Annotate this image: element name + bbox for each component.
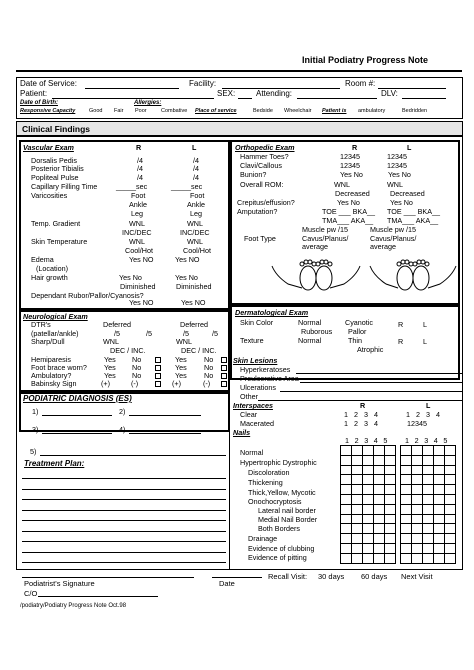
patient-label: Patient: — [20, 89, 48, 98]
sharp-dull-label: Sharp/Dull — [31, 337, 65, 346]
file-path: /podiatry/Podiatry Progress Note Oct.98 — [20, 603, 127, 609]
amb-l-yes[interactable]: Yes — [175, 371, 187, 380]
ortho-row-l[interactable]: 12345 — [387, 152, 407, 161]
babinsky-r-checkbox[interactable] — [155, 381, 161, 387]
neuro-exam-title: Neurological Exam — [23, 312, 88, 321]
pos-bedside[interactable]: Bedside — [253, 108, 273, 114]
nail-item: Hypertrophic Dystrophic — [240, 458, 317, 467]
derm-r-1[interactable]: R — [398, 320, 404, 329]
next-visit[interactable]: Next Visit — [401, 572, 433, 581]
treatment-plan-line[interactable] — [22, 489, 226, 490]
babinsky-label: Babinsky Sign — [31, 379, 77, 388]
treatment-plan-line[interactable] — [22, 478, 226, 479]
treatment-plan-title: Treatment Plan: — [24, 459, 85, 468]
amb-r-no[interactable]: No — [132, 371, 142, 380]
nail-item: Drainage — [248, 534, 278, 543]
amb-l-checkbox[interactable] — [221, 373, 227, 379]
ortho-row-l[interactable]: TMA___ AKA__ — [387, 216, 439, 225]
ortho-row-l[interactable]: TOE ___ BKA__ — [387, 207, 441, 216]
skin-color-label: Skin Color — [240, 318, 274, 327]
co-line[interactable] — [38, 596, 158, 597]
recall-visit-label: Recall Visit: — [268, 572, 308, 581]
hemi-l-yes[interactable]: Yes — [175, 355, 187, 364]
skin-color-normal[interactable]: Normal — [298, 318, 322, 327]
ortho-row-r[interactable]: 12345 — [340, 161, 360, 170]
ortho-r-header: R — [352, 143, 358, 152]
brace-l-checkbox[interactable] — [221, 365, 227, 371]
ortho-row-label: Overall ROM: — [240, 180, 284, 189]
diagnosis-item: 5) — [30, 447, 37, 456]
responsive-capacity-label: Responsive Capacity — [20, 108, 76, 114]
nail-item: Thick,Yellow, Mycotic — [248, 488, 316, 497]
vascular-row-l[interactable]: /4 — [193, 156, 199, 165]
facility-label: Facility: — [189, 79, 217, 88]
brace-l-no[interactable]: No — [204, 363, 214, 372]
vascular-row-l[interactable]: WNL — [187, 237, 203, 246]
vascular-row-l[interactable]: /4 — [193, 164, 199, 173]
vascular-row-l[interactable]: Ankle — [187, 200, 205, 209]
sex-label: SEX: — [217, 89, 236, 98]
foot-diagram-left-icon — [368, 256, 458, 296]
hemi-l-checkbox[interactable] — [221, 357, 227, 363]
hemi-r-checkbox[interactable] — [155, 357, 161, 363]
interspaces-macerated-l[interactable]: 12345 — [407, 419, 427, 428]
patellar-l1[interactable]: /5 — [183, 329, 189, 338]
hair-diminished-l[interactable]: Diminished — [176, 282, 212, 291]
nail-item: Lateral nail border — [258, 506, 316, 515]
interspaces-title: Interspaces — [233, 401, 273, 410]
page-title: Initial Podiatry Progress Note — [302, 55, 429, 65]
ortho-row-r[interactable]: Yes No — [337, 198, 360, 207]
treatment-plan-line[interactable] — [22, 510, 226, 511]
patellar-r2[interactable]: /5 — [146, 329, 152, 338]
ambulatory-label: Ambulatory? — [31, 371, 72, 380]
ortho-row-label: Amputation? — [237, 207, 278, 216]
dependant-r[interactable]: Yes NO — [129, 298, 154, 307]
nail-item: Thickening — [248, 478, 283, 487]
pos-wheelchair[interactable]: Wheelchair — [284, 108, 312, 114]
title-rule — [16, 70, 462, 72]
ortho-row-label: Hammer Toes? — [240, 152, 289, 161]
brace-r-yes[interactable]: Yes — [104, 363, 116, 372]
vascular-row-r[interactable]: /4 — [137, 173, 143, 182]
babinsky-r-plus[interactable]: (+) — [101, 379, 110, 388]
signature-line[interactable] — [22, 577, 194, 578]
ortho-row-label: Clavi/Callous — [240, 161, 282, 170]
ortho-row-r[interactable]: TMA___ AKA__ — [322, 216, 374, 225]
diagnosis-line[interactable] — [42, 433, 112, 434]
vascular-row-l[interactable]: Cool/Hot — [183, 246, 211, 255]
foot-diagram-right-icon — [270, 256, 362, 296]
lesion-item: Preulcerative Area — [240, 374, 299, 383]
nail-grid-left[interactable] — [400, 445, 456, 563]
vascular-row-label: Dorsalis Pedis — [31, 156, 77, 165]
hair-growth-l[interactable]: Yes No — [175, 273, 198, 282]
amb-l-no[interactable]: No — [204, 371, 214, 380]
diagnosis-item: 2) — [119, 407, 126, 416]
nail-item: Evidence of pitting — [248, 553, 307, 562]
header-box — [16, 77, 463, 119]
vascular-row-r[interactable]: Cool/Hot — [125, 246, 153, 255]
treatment-plan-line[interactable] — [22, 499, 226, 500]
rc-poor[interactable]: Poor — [135, 108, 147, 114]
date-of-service-label: Date of Service: — [20, 79, 77, 88]
hair-diminished-r[interactable]: Diminished — [120, 282, 156, 291]
ortho-row-r[interactable]: Yes No — [340, 170, 363, 179]
treatment-plan-line[interactable] — [22, 552, 226, 553]
diagnosis-item: 1) — [32, 407, 39, 416]
diagnosis-line[interactable] — [129, 433, 201, 434]
rc-good[interactable]: Good — [89, 108, 103, 114]
diagnosis-line[interactable] — [40, 455, 226, 456]
interspaces-clear-l[interactable]: 1 2 3 4 — [406, 410, 442, 419]
dependant-rubor-label: Dependant Rubor/Pallor/Cyanosis? — [31, 291, 144, 300]
vascular-row-r[interactable]: Foot — [131, 191, 146, 200]
sharp-dull-l[interactable]: WNL — [176, 337, 192, 346]
vascular-row-l[interactable]: INC/DEC — [180, 228, 210, 237]
lesion-line[interactable] — [296, 373, 462, 374]
amb-r-yes[interactable]: Yes — [104, 371, 116, 380]
hemiparesis-label: Hemiparesis — [31, 355, 71, 364]
muscle-power-l[interactable]: Muscle pw /15 — [370, 225, 416, 234]
allergies-label: Allergies: — [134, 100, 162, 106]
dlv-label: DLV: — [381, 89, 398, 98]
vascular-row-label: Varicosities — [31, 191, 68, 200]
treatment-plan-line[interactable] — [22, 531, 226, 532]
edema-l[interactable]: Yes NO — [175, 255, 200, 264]
texture-atrophic[interactable]: Atrophic — [357, 345, 384, 354]
diagnosis-line[interactable] — [129, 415, 201, 416]
nail-grid-cell[interactable] — [444, 553, 456, 564]
vascular-row-label: Capillary Filling Time — [31, 182, 98, 191]
interspaces-l-header: L — [426, 401, 431, 410]
texture-thin[interactable]: Thin — [348, 336, 362, 345]
diagnosis-line[interactable] — [42, 415, 112, 416]
rc-fair[interactable]: Fair — [114, 108, 124, 114]
pi-ambulatory[interactable]: ambulatory — [358, 108, 386, 114]
interspaces-clear-label: Clear — [240, 410, 258, 419]
dependant-l[interactable]: Yes NO — [181, 298, 206, 307]
ortho-row-l[interactable]: 12345 — [387, 161, 407, 170]
ortho-row-r[interactable]: Decreased — [335, 189, 370, 198]
interspaces-clear-r[interactable]: 1 2 3 4 — [344, 410, 380, 419]
amb-r-checkbox[interactable] — [155, 373, 161, 379]
diagnosis-title: PODIATRIC DIAGNOSIS (ES) — [23, 394, 132, 403]
ortho-row-r[interactable]: TOE ___ BKA__ — [322, 207, 376, 216]
ortho-row-l[interactable]: Decreased — [390, 189, 425, 198]
dtr-r[interactable]: Deferred — [103, 320, 131, 329]
vascular-row-r[interactable]: WNL — [129, 237, 145, 246]
foot-type-average-l[interactable]: average — [370, 242, 396, 251]
vascular-row-label: Popliteal Pulse — [31, 173, 79, 182]
diagnosis-item: 3) — [32, 425, 39, 434]
treatment-plan-line[interactable] — [22, 562, 226, 563]
ortho-row-l[interactable]: WNL — [387, 180, 403, 189]
attending-label: Attending: — [256, 89, 293, 98]
interspaces-macerated-label: Macerated — [240, 419, 274, 428]
diagnosis-item: 4) — [119, 425, 126, 434]
hemi-r-yes[interactable]: Yes — [104, 355, 116, 364]
babinsky-l-checkbox[interactable] — [221, 381, 227, 387]
foot-brace-label: Foot brace worn? — [31, 363, 87, 372]
recall-30-days[interactable]: 30 days — [318, 572, 345, 581]
vascular-row-l[interactable]: Foot — [190, 191, 205, 200]
vascular-row-r[interactable]: INC/DEC — [122, 228, 152, 237]
rc-combative[interactable]: Combative — [161, 108, 188, 114]
brace-r-checkbox[interactable] — [155, 365, 161, 371]
patient-is-label: Patient is — [322, 108, 347, 114]
nails-header-l: 1 2 3 4 5 — [405, 436, 450, 445]
interspaces-macerated-r[interactable]: 1 2 3 4 — [344, 419, 380, 428]
dtr-l[interactable]: Deferred — [180, 320, 208, 329]
muscle-power-r[interactable]: Muscle pw /15 — [302, 225, 348, 234]
vascular-row-label: Temp. Gradient — [31, 219, 81, 228]
treatment-plan-line[interactable] — [22, 520, 226, 521]
dtr-label: DTR's — [31, 320, 51, 329]
patellar-l2[interactable]: /5 — [212, 329, 218, 338]
nail-item: Evidence of clubbing — [248, 544, 315, 553]
patellar-r1[interactable]: /5 — [114, 329, 120, 338]
vascular-row-r[interactable]: /4 — [137, 156, 143, 165]
vascular-exam-title: Vascular Exam — [23, 143, 74, 152]
lesion-line[interactable] — [300, 382, 462, 383]
date-label: Date — [219, 579, 235, 588]
hair-growth-label: Hair growth — [31, 273, 68, 282]
signature-label: Podiatrist's Signature — [24, 579, 95, 588]
skin-color-ruborous[interactable]: Ruborous — [301, 327, 333, 336]
brace-l-yes[interactable]: Yes — [175, 363, 187, 372]
ortho-row-r[interactable]: WNL — [334, 180, 350, 189]
ortho-row-label: Bunion? — [240, 170, 267, 179]
foot-type-l[interactable]: Cavus/Planus/ — [370, 234, 417, 243]
foot-type-r[interactable]: Cavus/Planus/ — [302, 234, 349, 243]
edema-label: Edema — [31, 255, 54, 264]
room-label: Room #: — [345, 79, 376, 88]
nails-header-r: 1 2 3 4 5 — [345, 436, 390, 445]
vascular-row-label: Skin Temperature — [31, 237, 88, 246]
skin-color-cyanotic[interactable]: Cyanotic — [345, 318, 373, 327]
date-line[interactable] — [212, 577, 262, 578]
vascular-row-label: Posterior Tibialis — [31, 164, 84, 173]
babinsky-l-minus[interactable]: (-) — [203, 379, 211, 388]
babinsky-r-minus[interactable]: (-) — [131, 379, 139, 388]
vascular-r-header: R — [136, 143, 142, 152]
place-of-service-label: Place of service — [195, 108, 237, 114]
ortho-l-header: L — [407, 143, 412, 152]
nail-item: Both Borders — [258, 524, 300, 533]
texture-normal[interactable]: Normal — [298, 336, 322, 345]
vascular-row-l[interactable]: Leg — [190, 209, 202, 218]
vascular-row-l[interactable]: _____sec — [171, 182, 203, 191]
vascular-row-r[interactable]: _____sec — [116, 182, 148, 191]
pi-bedridden[interactable]: Bedridden — [402, 108, 428, 114]
nails-title: Nails — [233, 428, 251, 437]
derm-r-2[interactable]: R — [398, 337, 404, 346]
nail-item: Discoloration — [248, 468, 290, 477]
nail-item: Medial Nail Border — [258, 515, 318, 524]
vascular-row-r[interactable]: WNL — [129, 219, 145, 228]
interspaces-r-header: R — [360, 401, 366, 410]
nail-item: Onochocryptosis — [248, 497, 302, 506]
vascular-l-header: L — [192, 143, 197, 152]
nail-item: Normal — [240, 448, 264, 457]
clinical-findings-heading: Clinical Findings — [22, 124, 91, 134]
lesion-line[interactable] — [280, 391, 462, 392]
ortho-row-l[interactable]: Yes No — [390, 198, 413, 207]
patellar-label: (patellar/ankle) — [31, 329, 79, 338]
lesion-item: Ulcerations — [240, 383, 276, 392]
vascular-row-l[interactable]: WNL — [187, 219, 203, 228]
babinsky-l-plus[interactable]: (+) — [172, 379, 181, 388]
vascular-row-r[interactable]: Leg — [131, 209, 143, 218]
sharp-dull-dec-r[interactable]: DEC / INC. — [110, 346, 146, 355]
lesion-item: Other — [240, 392, 258, 401]
hemi-l-no[interactable]: No — [204, 355, 214, 364]
edema-r[interactable]: Yes NO — [129, 255, 154, 264]
nail-grid-right[interactable] — [340, 445, 396, 563]
co-label: C/O — [24, 589, 38, 598]
hemi-r-no[interactable]: No — [132, 355, 142, 364]
brace-r-no[interactable]: No — [132, 363, 142, 372]
lesion-item: Hyperkeratoses — [240, 365, 291, 374]
vascular-row-l[interactable]: /4 — [193, 173, 199, 182]
sharp-dull-r[interactable]: WNL — [103, 337, 119, 346]
skin-color-pallor[interactable]: Pallor — [348, 327, 367, 336]
foot-type-label: Foot Type — [244, 234, 276, 243]
ortho-row-l[interactable]: Yes No — [388, 170, 411, 179]
orthopedic-exam-title: Orthopedic Exam — [235, 143, 295, 152]
treatment-plan-line[interactable] — [22, 541, 226, 542]
vascular-row-r[interactable]: Ankle — [129, 200, 147, 209]
vascular-row-r[interactable]: /4 — [137, 164, 143, 173]
texture-label: Texture — [240, 336, 264, 345]
skin-lesions-title: Skin Lesions — [233, 356, 278, 365]
edema-location-label: (Location) — [36, 264, 68, 273]
recall-60-days[interactable]: 60 days — [361, 572, 388, 581]
sharp-dull-dec-l[interactable]: DEC / INC. — [181, 346, 217, 355]
derm-l-1[interactable]: L — [423, 320, 427, 329]
hair-growth-r[interactable]: Yes No — [119, 273, 142, 282]
derm-l-2[interactable]: L — [423, 337, 427, 346]
derm-exam-title: Dermatological Exam — [235, 308, 309, 317]
dob-label: Date of Birth: — [20, 100, 58, 106]
nail-grid-cell[interactable] — [384, 553, 396, 564]
ortho-row-label: Crepitus/effusion? — [237, 198, 295, 207]
foot-type-average-r[interactable]: average — [302, 242, 328, 251]
ortho-row-r[interactable]: 12345 — [340, 152, 360, 161]
